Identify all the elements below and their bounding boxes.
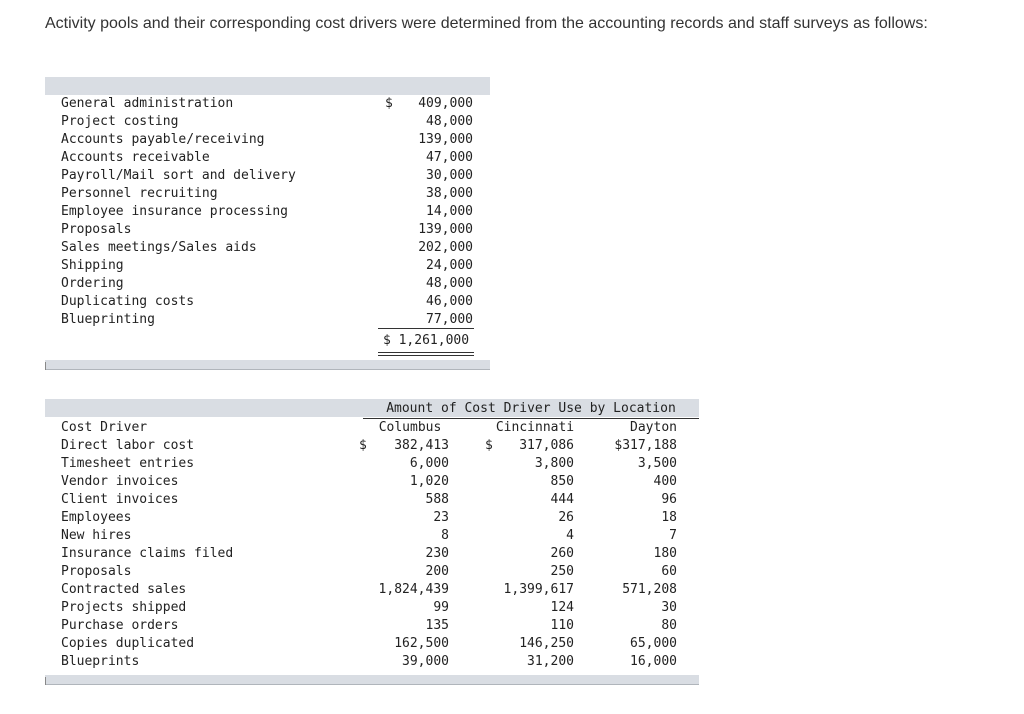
cincinnati-value: 850 — [550, 474, 574, 489]
activity-amount: 139,000 — [418, 132, 473, 147]
activity-label: Duplicating costs — [61, 294, 195, 309]
activity-label: Accounts receivable — [61, 150, 210, 165]
activity-amount: 139,000 — [418, 222, 473, 237]
cost-driver-label: Insurance claims filed — [61, 546, 234, 561]
table-row — [45, 131, 490, 149]
cincinnati-value: 31,200 — [527, 654, 574, 669]
cincinnati-value: 1,399,617 — [503, 582, 574, 597]
columbus-value: 99 — [433, 600, 449, 615]
column-header-cincinnati: Cincinnati — [495, 420, 575, 435]
table-header-bar — [45, 77, 490, 95]
table-row — [45, 185, 490, 203]
cincinnati-value: 444 — [550, 492, 574, 507]
cost-driver-label: Employees — [61, 510, 132, 525]
cincinnati-value: 3,800 — [534, 456, 574, 471]
cost-driver-label: Timesheet entries — [61, 456, 195, 471]
activity-amount: 24,000 — [426, 258, 473, 273]
currency-symbol: $ — [385, 96, 393, 111]
dayton-value: 3,500 — [637, 456, 677, 471]
dayton-value: 7 — [669, 528, 677, 543]
cincinnati-value: 146,250 — [519, 636, 574, 651]
table-row — [45, 527, 699, 545]
table-row — [45, 167, 490, 185]
intro-paragraph: Activity pools and their corresponding cost drivers were determined from the accounting records and staff surveys as follows: — [45, 15, 928, 32]
table-row — [45, 455, 699, 473]
dayton-value: 18 — [661, 510, 677, 525]
cost-driver-label: New hires — [61, 528, 132, 543]
activity-amount: 409,000 — [418, 96, 473, 111]
table-row — [45, 617, 699, 635]
cincinnati-value: 26 — [558, 510, 574, 525]
table-row — [45, 149, 490, 167]
table-row — [45, 113, 490, 131]
column-header-columbus: Columbus — [378, 420, 442, 435]
table-row — [45, 509, 699, 527]
activity-label: Employee insurance processing — [61, 204, 288, 219]
table-row — [45, 257, 490, 275]
dayton-value: 60 — [661, 564, 677, 579]
columbus-value: 200 — [425, 564, 449, 579]
activity-amount: 38,000 — [426, 186, 473, 201]
cost-driver-label: Projects shipped — [61, 600, 187, 615]
columbus-value: 382,413 — [394, 438, 449, 453]
table-row — [45, 311, 490, 329]
table-row — [45, 293, 490, 311]
cincinnati-value: 124 — [550, 600, 574, 615]
table-row — [45, 599, 699, 617]
activity-amount: 46,000 — [426, 294, 473, 309]
columbus-value: 39,000 — [402, 654, 449, 669]
table-row — [45, 491, 699, 509]
subtotal-rule — [378, 328, 474, 329]
activity-label: Proposals — [61, 222, 132, 237]
cincinnati-value: 250 — [550, 564, 574, 579]
table-row — [45, 203, 490, 221]
activity-label: Sales meetings/Sales aids — [61, 240, 257, 255]
dayton-value: 180 — [653, 546, 677, 561]
column-header-dayton: Dayton — [630, 420, 677, 435]
dayton-value: 30 — [661, 600, 677, 615]
activity-label: Project costing — [61, 114, 179, 129]
columbus-value: 588 — [425, 492, 449, 507]
cincinnati-value: 317,086 — [519, 438, 574, 453]
dayton-value: 65,000 — [630, 636, 677, 651]
activity-pools-total: $ 1,261,000 — [382, 333, 470, 348]
activity-amount: 48,000 — [426, 114, 473, 129]
table-row — [45, 545, 699, 563]
table-row — [45, 581, 699, 599]
table-row — [45, 563, 699, 581]
cost-driver-label: Vendor invoices — [61, 474, 179, 489]
dayton-value: 80 — [661, 618, 677, 633]
cincinnati-value: 110 — [550, 618, 574, 633]
activity-label: Shipping — [61, 258, 124, 273]
cost-driver-label: Proposals — [61, 564, 132, 579]
activity-label: General administration — [61, 96, 234, 111]
cost-driver-label: Direct labor cost — [61, 438, 195, 453]
table-row — [45, 437, 699, 455]
group-header: Amount of Cost Driver Use by Location — [386, 401, 676, 416]
table-row — [45, 275, 490, 293]
activity-amount: 14,000 — [426, 204, 473, 219]
total-box — [378, 330, 474, 353]
columbus-value: 23 — [433, 510, 449, 525]
dayton-value: 400 — [653, 474, 677, 489]
table-row — [45, 221, 490, 239]
dayton-value: 16,000 — [630, 654, 677, 669]
columbus-value: 230 — [425, 546, 449, 561]
cost-driver-table — [45, 399, 699, 685]
cincinnati-value: 260 — [550, 546, 574, 561]
activity-amount: 47,000 — [426, 150, 473, 165]
cost-driver-label: Purchase orders — [61, 618, 179, 633]
currency-symbol: $ — [485, 438, 493, 453]
columbus-value: 135 — [425, 618, 449, 633]
table-row — [45, 473, 699, 491]
columbus-value: 162,500 — [394, 636, 449, 651]
activity-label: Accounts payable/receiving — [61, 132, 265, 147]
activity-label: Ordering — [61, 276, 124, 291]
activity-label: Payroll/Mail sort and delivery — [61, 168, 296, 183]
cost-driver-label: Blueprints — [61, 654, 140, 669]
table-row — [45, 95, 490, 113]
columbus-value: 8 — [441, 528, 449, 543]
dayton-value: 571,208 — [622, 582, 677, 597]
table-row — [45, 239, 490, 257]
cost-driver-label: Client invoices — [61, 492, 179, 507]
table-footer-bar — [45, 360, 490, 370]
cost-driver-label: Contracted sales — [61, 582, 187, 597]
columbus-value: 1,020 — [409, 474, 449, 489]
dayton-value: 96 — [661, 492, 677, 507]
activity-label: Personnel recruiting — [61, 186, 218, 201]
columbus-value: 6,000 — [409, 456, 449, 471]
activity-amount: 30,000 — [426, 168, 473, 183]
activity-pools-table — [45, 77, 490, 369]
activity-amount: 77,000 — [426, 312, 473, 327]
activity-amount: 48,000 — [426, 276, 473, 291]
cost-driver-label: Copies duplicated — [61, 636, 195, 651]
cincinnati-value: 4 — [566, 528, 574, 543]
table-footer-bar — [45, 675, 699, 685]
table-row — [45, 635, 699, 653]
currency-symbol: $ — [359, 438, 367, 453]
column-header-row — [45, 419, 699, 437]
activity-label: Blueprinting — [61, 312, 155, 327]
dayton-value: $317,188 — [614, 438, 677, 453]
columbus-value: 1,824,439 — [378, 582, 449, 597]
column-header-cost-driver: Cost Driver — [61, 420, 148, 435]
table-row — [45, 653, 699, 671]
activity-amount: 202,000 — [418, 240, 473, 255]
